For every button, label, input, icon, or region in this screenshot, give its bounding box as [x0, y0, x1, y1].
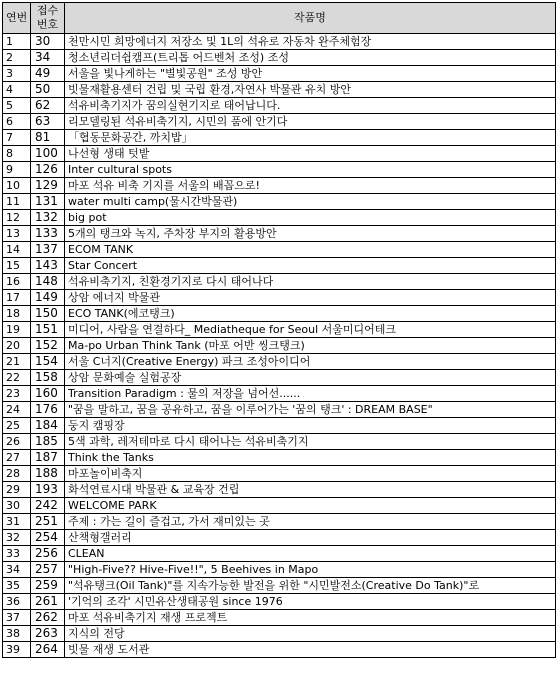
table-row — [3, 226, 556, 242]
cell-work-title: Think the Tanks — [65, 450, 556, 466]
cell-serial-number: 1 — [3, 34, 31, 50]
cell-serial-number: 36 — [3, 594, 31, 610]
table-header-row — [3, 3, 556, 34]
header-receipt-number: 접수 번호 — [31, 3, 65, 34]
cell-receipt-number: 143 — [31, 258, 65, 274]
table-body — [3, 34, 556, 658]
cell-receipt-number: 34 — [31, 50, 65, 66]
cell-serial-number: 29 — [3, 482, 31, 498]
cell-serial-number: 37 — [3, 610, 31, 626]
header-serial-number: 연번 — [3, 3, 31, 34]
cell-serial-number: 32 — [3, 530, 31, 546]
cell-receipt-number: 132 — [31, 210, 65, 226]
table-row — [3, 194, 556, 210]
table-row — [3, 562, 556, 578]
cell-serial-number: 34 — [3, 562, 31, 578]
table-row — [3, 354, 556, 370]
table-row — [3, 178, 556, 194]
cell-serial-number: 26 — [3, 434, 31, 450]
cell-receipt-number: 63 — [31, 114, 65, 130]
cell-serial-number: 39 — [3, 642, 31, 658]
cell-receipt-number: 62 — [31, 98, 65, 114]
cell-receipt-number: 149 — [31, 290, 65, 306]
table-row — [3, 642, 556, 658]
cell-work-title: 석유비축기지, 친환경기지로 다시 태어나다 — [65, 274, 556, 290]
cell-work-title: 나선형 생태 텃밭 — [65, 146, 556, 162]
table-row — [3, 98, 556, 114]
table-row — [3, 482, 556, 498]
table-row — [3, 146, 556, 162]
cell-work-title: 마포 석유비축기지 재생 프로젝트 — [65, 610, 556, 626]
cell-serial-number: 20 — [3, 338, 31, 354]
table-row — [3, 242, 556, 258]
cell-receipt-number: 259 — [31, 578, 65, 594]
table-row — [3, 578, 556, 594]
table-row — [3, 82, 556, 98]
cell-receipt-number: 184 — [31, 418, 65, 434]
cell-work-title: Transition Paradigm : 물의 저장을 넘어선...... — [65, 386, 556, 402]
table-row — [3, 514, 556, 530]
cell-receipt-number: 133 — [31, 226, 65, 242]
cell-receipt-number: 254 — [31, 530, 65, 546]
cell-receipt-number: 49 — [31, 66, 65, 82]
cell-receipt-number: 148 — [31, 274, 65, 290]
cell-work-title: WELCOME PARK — [65, 498, 556, 514]
cell-serial-number: 35 — [3, 578, 31, 594]
cell-work-title: 미디어, 사람을 연결하다_ Mediatheque for Seoul 서울미디어테크 — [65, 322, 556, 338]
cell-serial-number: 31 — [3, 514, 31, 530]
table-row — [3, 114, 556, 130]
cell-work-title: 빗물재활용센터 건립 및 국립 환경,자연사 박물관 유치 방안 — [65, 82, 556, 98]
cell-work-title: Star Concert — [65, 258, 556, 274]
cell-work-title: CLEAN — [65, 546, 556, 562]
table-row — [3, 210, 556, 226]
cell-serial-number: 9 — [3, 162, 31, 178]
cell-work-title: 둥지 캠핑장 — [65, 418, 556, 434]
table-row — [3, 498, 556, 514]
cell-serial-number: 15 — [3, 258, 31, 274]
cell-serial-number: 18 — [3, 306, 31, 322]
cell-receipt-number: 257 — [31, 562, 65, 578]
cell-receipt-number: 261 — [31, 594, 65, 610]
cell-work-title: big pot — [65, 210, 556, 226]
table-row — [3, 322, 556, 338]
cell-work-title: ECOM TANK — [65, 242, 556, 258]
cell-receipt-number: 188 — [31, 466, 65, 482]
cell-receipt-number: 154 — [31, 354, 65, 370]
cell-receipt-number: 160 — [31, 386, 65, 402]
cell-receipt-number: 129 — [31, 178, 65, 194]
cell-serial-number: 19 — [3, 322, 31, 338]
cell-serial-number: 13 — [3, 226, 31, 242]
cell-serial-number: 27 — [3, 450, 31, 466]
cell-work-title: 상암 문화예술 실험공장 — [65, 370, 556, 386]
table-row — [3, 130, 556, 146]
cell-serial-number: 28 — [3, 466, 31, 482]
table-row — [3, 370, 556, 386]
table-row — [3, 66, 556, 82]
cell-serial-number: 25 — [3, 418, 31, 434]
cell-serial-number: 4 — [3, 82, 31, 98]
table-row — [3, 594, 556, 610]
entries-table — [2, 2, 556, 658]
cell-work-title: ECO TANK(에코탱크) — [65, 306, 556, 322]
cell-receipt-number: 126 — [31, 162, 65, 178]
cell-serial-number: 22 — [3, 370, 31, 386]
table-row — [3, 626, 556, 642]
table-row — [3, 546, 556, 562]
table-row — [3, 274, 556, 290]
cell-receipt-number: 137 — [31, 242, 65, 258]
cell-work-title: 청소년리더쉽캠프(트리톱 어드벤처 조성) 조성 — [65, 50, 556, 66]
cell-receipt-number: 264 — [31, 642, 65, 658]
cell-work-title: "꿈을 말하고, 꿈을 공유하고, 꿈을 이루어가는 '꿈의 탱크' : DREAM BASE" — [65, 402, 556, 418]
cell-receipt-number: 158 — [31, 370, 65, 386]
cell-work-title: 서울 C너지(Creative Energy) 파크 조성아이디어 — [65, 354, 556, 370]
table-row — [3, 530, 556, 546]
cell-work-title: 화석연료시대 박물관 & 교육장 건립 — [65, 482, 556, 498]
cell-receipt-number: 100 — [31, 146, 65, 162]
cell-serial-number: 10 — [3, 178, 31, 194]
cell-work-title: 주제 : 가는 길이 즐겁고, 가서 재미있는 곳 — [65, 514, 556, 530]
table-row — [3, 290, 556, 306]
cell-receipt-number: 50 — [31, 82, 65, 98]
cell-serial-number: 2 — [3, 50, 31, 66]
header-work-title: 작품명 — [65, 3, 556, 34]
cell-receipt-number: 262 — [31, 610, 65, 626]
cell-work-title: 5개의 탱크와 녹지, 주차장 부지의 활용방안 — [65, 226, 556, 242]
table-row — [3, 34, 556, 50]
cell-receipt-number: 263 — [31, 626, 65, 642]
cell-work-title: 리모델링된 석유비축기지, 시민의 품에 안기다 — [65, 114, 556, 130]
cell-work-title: "석유탱크(Oil Tank)"를 지속가능한 발전을 위한 "시민발전소(Creative Do Tank)"로 — [65, 578, 556, 594]
cell-receipt-number: 256 — [31, 546, 65, 562]
cell-work-title: 상암 에너지 박물관 — [65, 290, 556, 306]
cell-work-title: Inter cultural spots — [65, 162, 556, 178]
cell-receipt-number: 81 — [31, 130, 65, 146]
cell-serial-number: 30 — [3, 498, 31, 514]
cell-serial-number: 33 — [3, 546, 31, 562]
cell-work-title: 5색 과학, 레저테마로 다시 태어나는 석유비축기지 — [65, 434, 556, 450]
table-row — [3, 610, 556, 626]
table-row — [3, 434, 556, 450]
cell-serial-number: 5 — [3, 98, 31, 114]
cell-work-title: 산책형갤러리 — [65, 530, 556, 546]
cell-receipt-number: 242 — [31, 498, 65, 514]
cell-work-title: water multi camp(물시간박물관) — [65, 194, 556, 210]
cell-serial-number: 21 — [3, 354, 31, 370]
cell-serial-number: 24 — [3, 402, 31, 418]
cell-receipt-number: 152 — [31, 338, 65, 354]
table-row — [3, 306, 556, 322]
cell-serial-number: 16 — [3, 274, 31, 290]
cell-serial-number: 14 — [3, 242, 31, 258]
cell-serial-number: 12 — [3, 210, 31, 226]
table-row — [3, 450, 556, 466]
cell-work-title: 빗물 재생 도서관 — [65, 642, 556, 658]
cell-work-title: 서울을 빛나게하는 "별빛공원" 조성 방안 — [65, 66, 556, 82]
cell-work-title: 천만시민 희망에너지 저장소 및 1L의 석유로 자동차 완주체험장 — [65, 34, 556, 50]
cell-serial-number: 3 — [3, 66, 31, 82]
cell-receipt-number: 251 — [31, 514, 65, 530]
cell-serial-number: 17 — [3, 290, 31, 306]
cell-work-title: 지식의 전당 — [65, 626, 556, 642]
cell-work-title: '기억의 조각' 시민유산생태공원 since 1976 — [65, 594, 556, 610]
cell-serial-number: 38 — [3, 626, 31, 642]
cell-serial-number: 8 — [3, 146, 31, 162]
table-row — [3, 402, 556, 418]
cell-work-title: Ma-po Urban Think Tank (마포 어반 씽크탱크) — [65, 338, 556, 354]
entries-table-container — [2, 2, 556, 658]
table-row — [3, 258, 556, 274]
table-row — [3, 418, 556, 434]
cell-receipt-number: 151 — [31, 322, 65, 338]
cell-work-title: "High-Five?? Hive-Five!!", 5 Beehives in Mapo — [65, 562, 556, 578]
table-row — [3, 386, 556, 402]
cell-receipt-number: 30 — [31, 34, 65, 50]
cell-serial-number: 11 — [3, 194, 31, 210]
cell-receipt-number: 150 — [31, 306, 65, 322]
table-row — [3, 338, 556, 354]
cell-work-title: 「협동문화공간, 까치밥」 — [65, 130, 556, 146]
cell-work-title: 마포 석유 비축 기지를 서울의 배꼽으로! — [65, 178, 556, 194]
cell-receipt-number: 193 — [31, 482, 65, 498]
cell-work-title: 석유비축기지가 꿈의실현기지로 태어납니다. — [65, 98, 556, 114]
cell-receipt-number: 176 — [31, 402, 65, 418]
table-row — [3, 50, 556, 66]
cell-receipt-number: 131 — [31, 194, 65, 210]
table-row — [3, 466, 556, 482]
cell-receipt-number: 187 — [31, 450, 65, 466]
cell-serial-number: 23 — [3, 386, 31, 402]
cell-serial-number: 7 — [3, 130, 31, 146]
cell-receipt-number: 185 — [31, 434, 65, 450]
cell-serial-number: 6 — [3, 114, 31, 130]
table-row — [3, 162, 556, 178]
cell-work-title: 마포놀이비축지 — [65, 466, 556, 482]
